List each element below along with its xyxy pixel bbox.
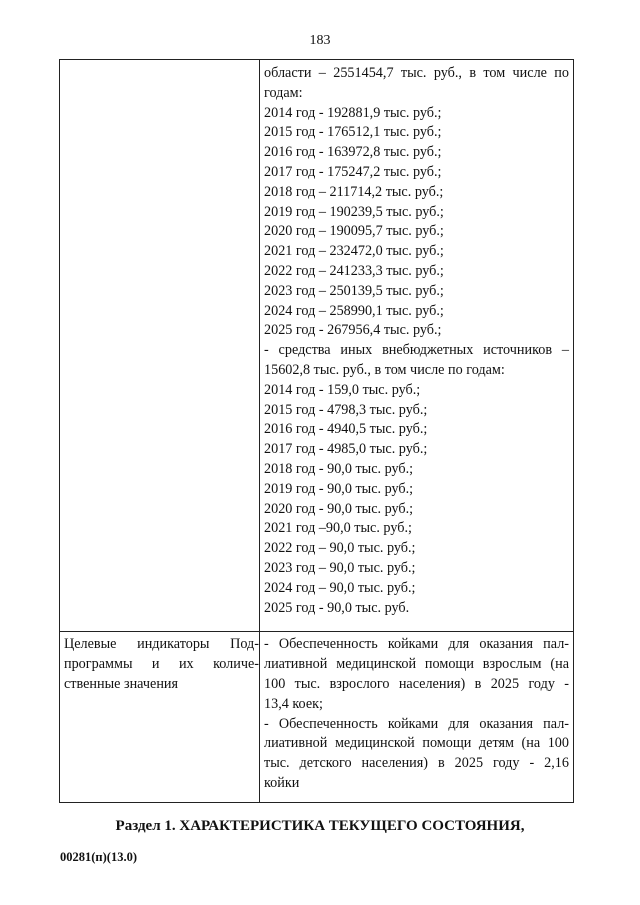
indicator-text-line: - Обеспеченность койками для оказания пал- bbox=[264, 715, 569, 732]
funding-text-cell bbox=[260, 60, 574, 632]
extrabudget-funding-line: - средства иных внебюджетных источников – bbox=[264, 342, 569, 359]
regional-year-line: 2023 год – 250139,5 тыс. руб.; bbox=[264, 282, 444, 299]
extrabudget-year-line: 2017 год - 4985,0 тыс. руб.; bbox=[264, 441, 428, 458]
regional-year-line: 2015 год - 176512,1 тыс. руб.; bbox=[264, 124, 442, 141]
regional-year-line: 2022 год – 241233,3 тыс. руб.; bbox=[264, 262, 444, 279]
indicators-text-cell bbox=[260, 632, 574, 802]
extrabudget-year-line: 2025 год - 90,0 тыс. руб. bbox=[264, 599, 410, 616]
extrabudget-year-line: 2015 год - 4798,3 тыс. руб.; bbox=[264, 401, 428, 418]
extrabudget-year-line: 2016 год - 4940,5 тыс. руб.; bbox=[264, 421, 428, 438]
indicator-text-line: лиативной медицинской помощи взрослым (на bbox=[264, 656, 569, 673]
passport-table bbox=[59, 59, 574, 803]
indicators-label-line: Целевые индикаторы Под- bbox=[64, 636, 259, 653]
extrabudget-year-line: 2022 год – 90,0 тыс. руб.; bbox=[264, 540, 416, 557]
extrabudget-year-line: 2020 год - 90,0 тыс. руб.; bbox=[264, 500, 414, 517]
indicator-text-line: 100 тыс. взрослого населения) в 2025 году - bbox=[264, 675, 569, 692]
document-code: 00281(п)(13.0) bbox=[60, 850, 137, 864]
indicators-label-cell bbox=[60, 632, 260, 802]
funding-row bbox=[60, 60, 574, 632]
extrabudget-year-line: 2021 год –90,0 тыс. руб.; bbox=[264, 520, 412, 537]
indicators-label-line: ственные значения bbox=[64, 675, 179, 692]
page-number: 183 bbox=[309, 33, 331, 48]
extrabudget-funding-line: 15602,8 тыс. руб., в том числе по годам: bbox=[264, 361, 505, 378]
section-heading: Раздел 1. ХАРАКТЕРИСТИКА ТЕКУЩЕГО СОСТОЯНИЯ, bbox=[115, 818, 525, 834]
indicator-text-line: тыс. детского населения) в 2025 году - 2,16 bbox=[264, 755, 569, 772]
regional-funding-line: области – 2551454,7 тыс. руб., в том числе по bbox=[264, 65, 569, 81]
indicator-text-line: лиативной медицинской помощи детям (на 100 bbox=[264, 735, 569, 752]
regional-funding-line: годам: bbox=[264, 84, 303, 101]
regional-year-line: 2020 год – 190095,7 тыс. руб.; bbox=[264, 223, 444, 240]
indicators-row bbox=[60, 632, 574, 802]
regional-year-line: 2024 год – 258990,1 тыс. руб.; bbox=[264, 302, 444, 319]
indicator-text-line: койки bbox=[264, 774, 300, 791]
extrabudget-year-line: 2014 год - 159,0 тыс. руб.; bbox=[264, 381, 421, 398]
regional-year-line: 2017 год - 175247,2 тыс. руб.; bbox=[264, 163, 442, 180]
regional-year-line: 2016 год - 163972,8 тыс. руб.; bbox=[264, 144, 442, 161]
indicator-text-line: - Обеспеченность койками для оказания пал- bbox=[264, 636, 569, 653]
indicators-label-line: программы и их количе- bbox=[64, 656, 259, 673]
extrabudget-year-line: 2024 год – 90,0 тыс. руб.; bbox=[264, 579, 416, 596]
regional-year-line: 2025 год - 267956,4 тыс. руб.; bbox=[264, 322, 442, 339]
extrabudget-year-line: 2019 год - 90,0 тыс. руб.; bbox=[264, 480, 414, 497]
regional-year-line: 2018 год – 211714,2 тыс. руб.; bbox=[264, 183, 444, 200]
regional-year-line: 2019 год – 190239,5 тыс. руб.; bbox=[264, 203, 444, 220]
funding-label-cell bbox=[60, 60, 260, 632]
indicator-text-line: 13,4 коек; bbox=[264, 695, 323, 712]
regional-year-line: 2014 год - 192881,9 тыс. руб.; bbox=[264, 104, 442, 121]
extrabudget-year-line: 2018 год - 90,0 тыс. руб.; bbox=[264, 460, 414, 477]
regional-year-line: 2021 год – 232472,0 тыс. руб.; bbox=[264, 243, 444, 260]
extrabudget-year-line: 2023 год – 90,0 тыс. руб.; bbox=[264, 559, 416, 576]
